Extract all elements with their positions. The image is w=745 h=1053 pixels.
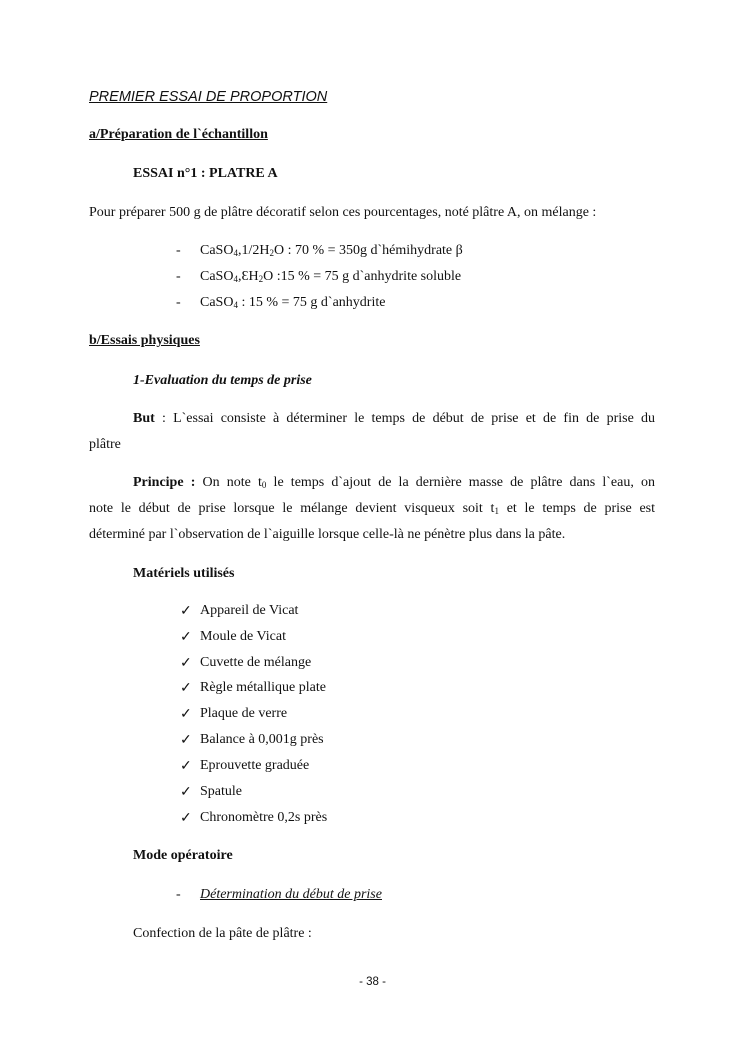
composition-item: $CaSO_4,ƐH_2O$ :15 % = 75 g d`anhydrite soluble xyxy=(200,269,462,284)
section-b-title: b/Essais physiques xyxy=(89,333,200,348)
determination-subtitle: Détermination du début de prise xyxy=(200,887,382,902)
dash-bullet: - xyxy=(176,887,181,902)
dash-bullet: - xyxy=(176,269,181,284)
checkmark-icon: ✓ xyxy=(180,630,192,645)
checkmark-icon: ✓ xyxy=(180,656,192,671)
list-item: Plaque de verre xyxy=(200,706,288,721)
checkmark-icon: ✓ xyxy=(180,707,192,722)
list-item: Chronomètre 0,2s près xyxy=(200,810,328,825)
materiels-title: Matériels utilisés xyxy=(133,566,235,581)
composition-item: CaSO$_4$ : 15 % = 75 g d`anhydrite xyxy=(200,295,386,310)
list-item: Eprouvette graduée xyxy=(200,758,310,773)
composition-item: $CaSO_4,1/2H_2O$ : 70 % = 350g d`hémihydrate β xyxy=(200,243,463,258)
checkmark-icon: ✓ xyxy=(180,759,192,774)
subsection-title: 1-Evaluation du temps de prise xyxy=(133,373,312,388)
but-paragraph-end: plâtre xyxy=(89,437,121,452)
page-number: - 38 - xyxy=(359,976,386,988)
list-item: Cuvette de mélange xyxy=(200,655,312,670)
list-item: Appareil de Vicat xyxy=(200,603,299,618)
mode-operatoire-title: Mode opératoire xyxy=(133,848,233,863)
but-paragraph-line: But : L`essai consiste à déterminer le temps de début de prise et de fin de prise du xyxy=(133,411,655,426)
dash-bullet: - xyxy=(176,243,181,258)
confection-text: Confection de la pâte de plâtre : xyxy=(133,926,312,941)
intro-paragraph: Pour préparer 500 g de plâtre décoratif selon ces pourcentages, noté plâtre A, on mélange : xyxy=(89,205,597,220)
dash-bullet: - xyxy=(176,295,181,310)
checkmark-icon: ✓ xyxy=(180,681,192,696)
checkmark-icon: ✓ xyxy=(180,785,192,800)
checkmark-icon: ✓ xyxy=(180,604,192,619)
checkmark-icon: ✓ xyxy=(180,733,192,748)
essai-title: ESSAI n°1 : PLATRE A xyxy=(133,166,278,181)
checkmark-icon: ✓ xyxy=(180,811,192,826)
list-item: Moule de Vicat xyxy=(200,629,286,644)
list-item: Balance à 0,001g près xyxy=(200,732,324,747)
list-item: Règle métallique plate xyxy=(200,680,326,695)
principe-line-2: note le début de prise lorsque le mélange devient visqueux soit $t_1$ et le temps de prise est xyxy=(89,501,655,516)
principe-line-1: Principe : On note $t_0$ le temps d`ajout de la dernière masse de plâtre dans l`eau, on xyxy=(133,475,655,490)
list-item: Spatule xyxy=(200,784,242,799)
section-a-title: a/Préparation de l`échantillon xyxy=(89,127,268,142)
principe-line-3: déterminé par l`observation de l`aiguille lorsque celle-là ne pénètre plus dans la pâte. xyxy=(89,527,566,542)
page-heading: PREMIER ESSAI DE PROPORTION xyxy=(89,89,328,105)
